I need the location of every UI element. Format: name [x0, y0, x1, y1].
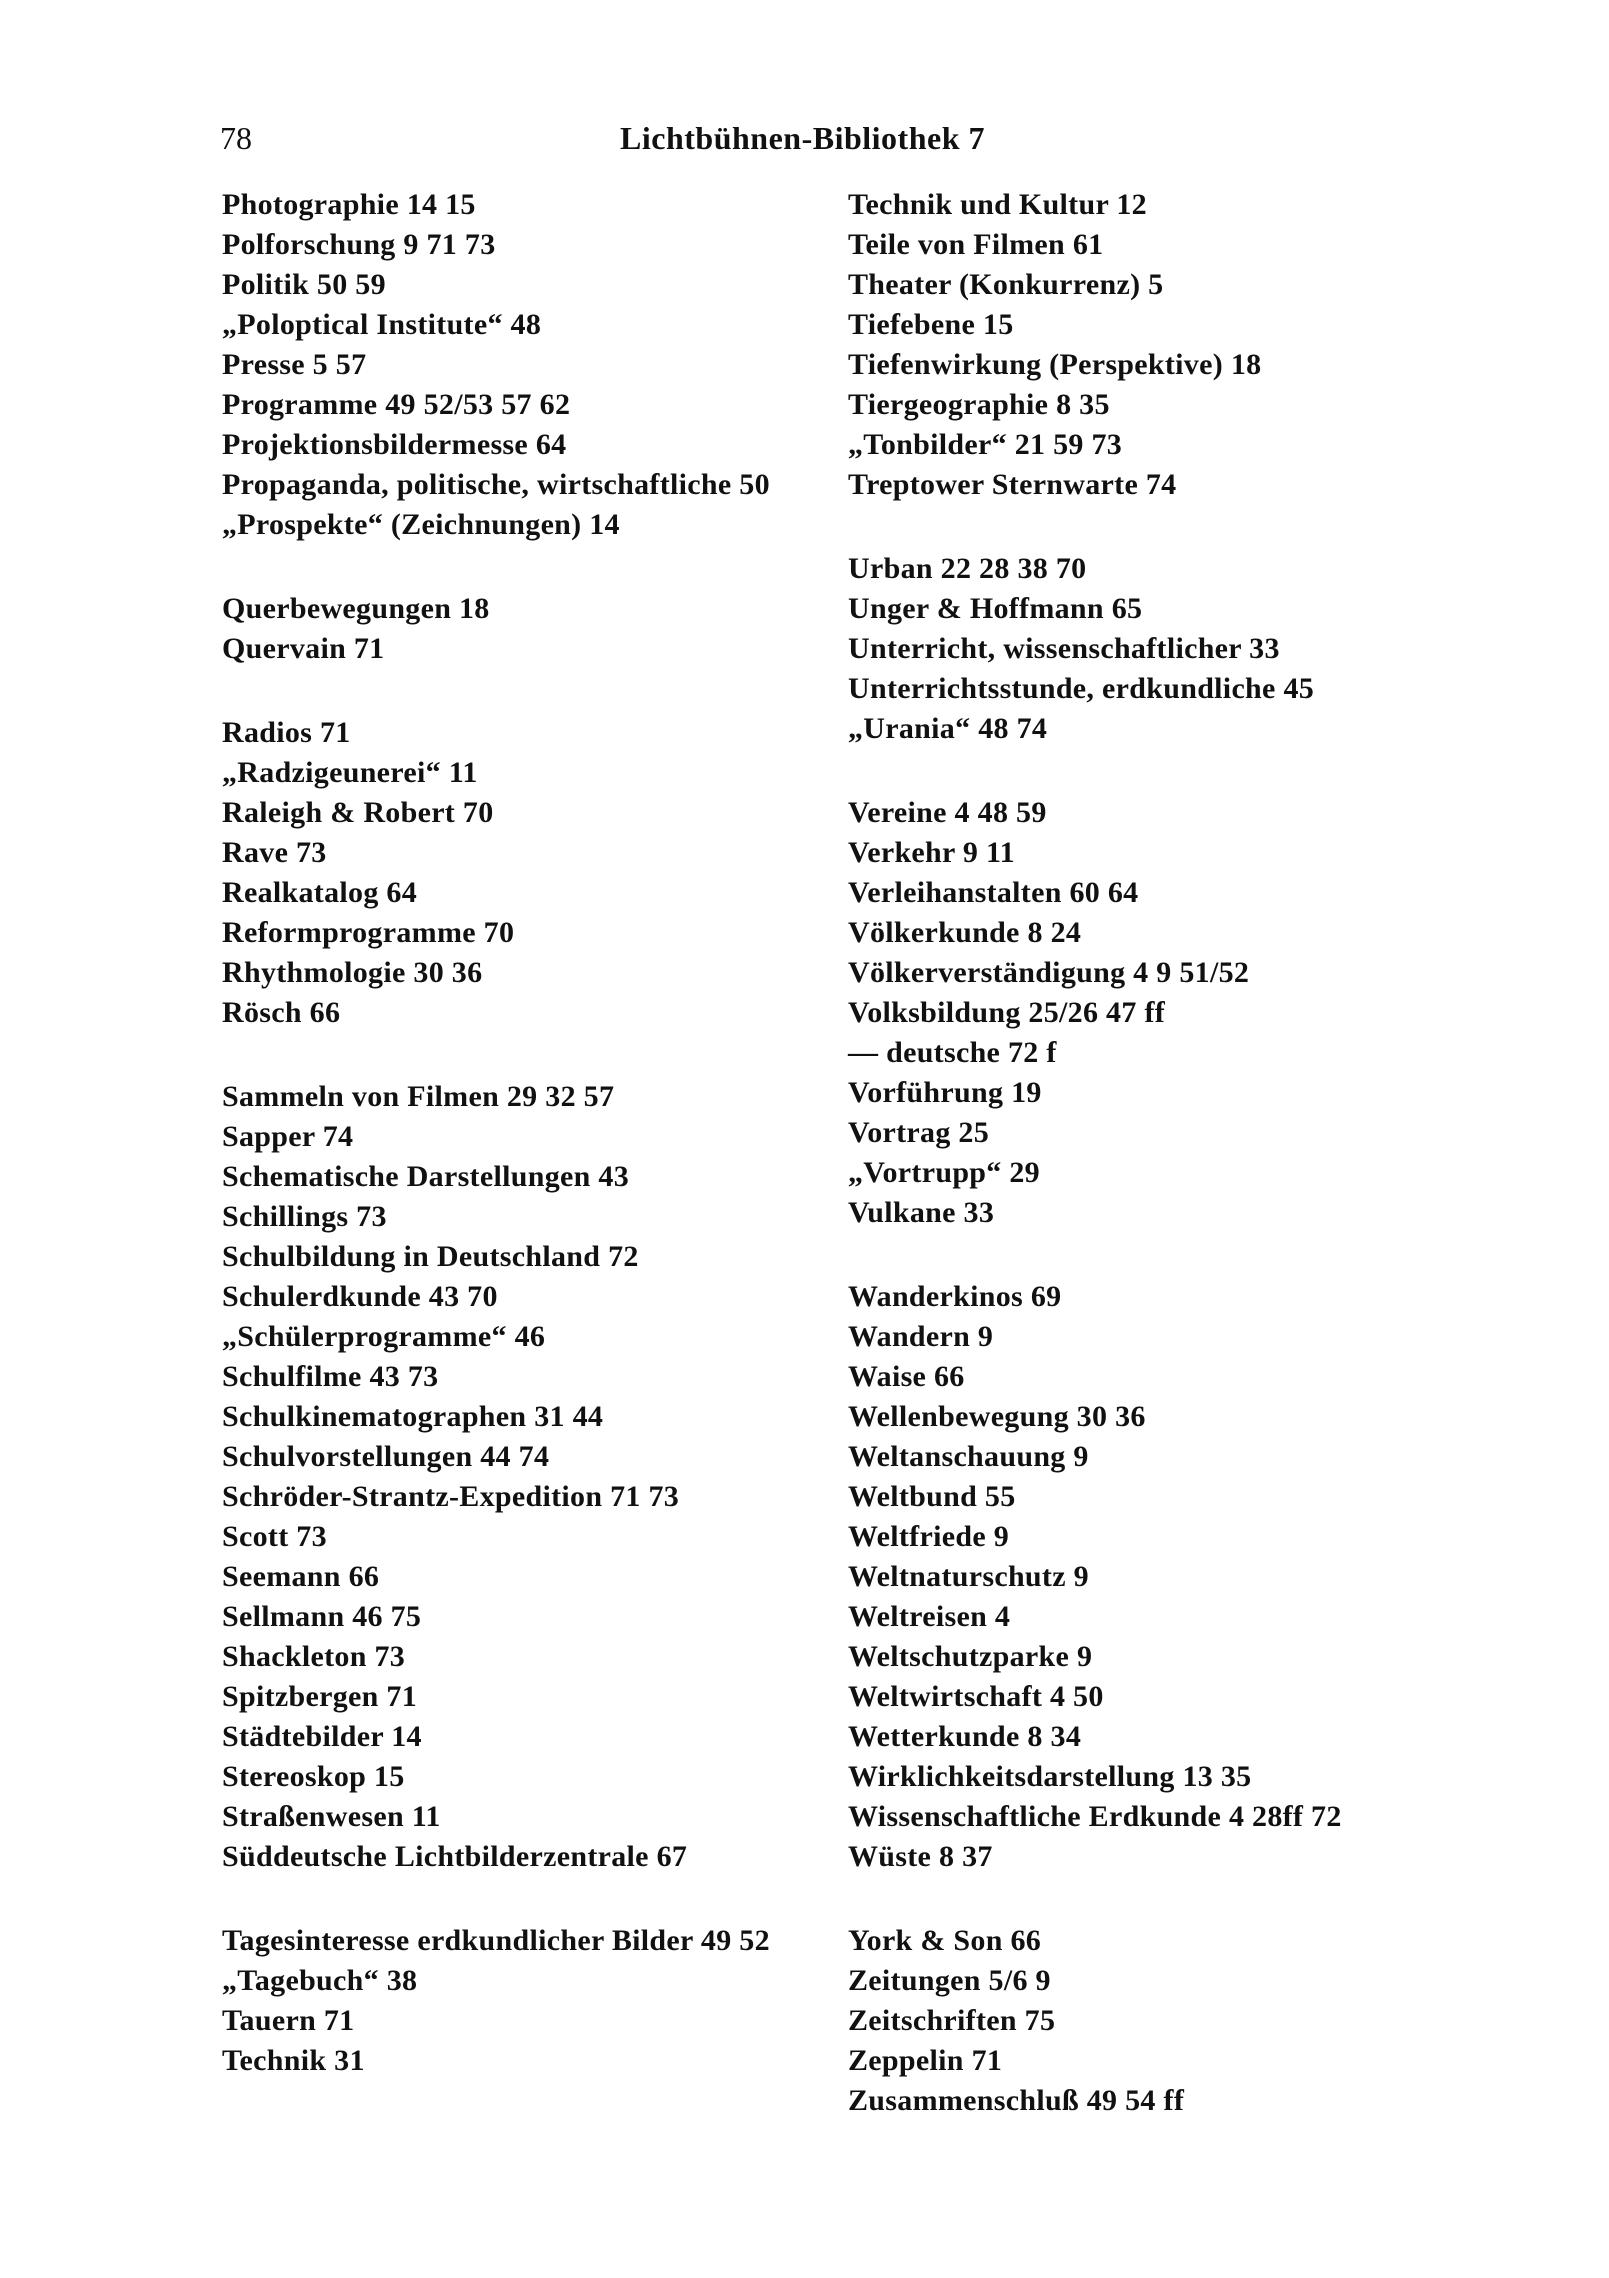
index-entry: Zusammenschluß 49 54 ff — [848, 2084, 1185, 2117]
index-entry: Völkerkunde 8 24 — [848, 916, 1082, 949]
index-entry: Presse 5 57 — [222, 348, 367, 381]
index-entry: Realkatalog 64 — [222, 876, 418, 909]
index-letter-group — [222, 1921, 842, 2081]
index-entry: Zeppelin 71 — [848, 2044, 1003, 2077]
index-entry: Theater (Konkurrenz) 5 — [848, 268, 1164, 301]
index-entry: Verkehr 9 11 — [848, 836, 1015, 869]
index-entry: Stereoskop 15 — [222, 1760, 405, 1793]
index-entry: Rösch 66 — [222, 996, 341, 1029]
index-entry: „Urania“ 48 74 — [848, 712, 1048, 745]
index-entry: Schillings 73 — [222, 1200, 387, 1233]
index-entry: Programme 49 52/53 57 62 — [222, 388, 571, 421]
index-entry: Weltreisen 4 — [848, 1600, 1011, 1633]
index-entry: Wandern 9 — [848, 1320, 994, 1353]
index-entry: Unterrichtsstunde, erdkundliche 45 — [848, 672, 1315, 705]
index-entry: Zeitschriften 75 — [848, 2004, 1056, 2037]
index-entry: Tiergeographie 8 35 — [848, 388, 1110, 421]
index-letter-group — [222, 713, 842, 1033]
index-entry: Wissenschaftliche Erdkunde 4 28ff 72 — [848, 1800, 1342, 1833]
index-entry: Photographie 14 15 — [222, 188, 476, 221]
index-entry: Weltanschauung 9 — [848, 1440, 1089, 1473]
index-letter-group — [222, 1077, 842, 1877]
index-entry: Technik und Kultur 12 — [848, 188, 1147, 221]
index-letter-group — [848, 1277, 1468, 1877]
index-letter-group — [848, 793, 1468, 1233]
index-entry: Wanderkinos 69 — [848, 1280, 1062, 1313]
index-entry: Urban 22 28 38 70 — [848, 552, 1087, 585]
index-entry: Weltschutzparke 9 — [848, 1640, 1093, 1673]
index-entry: Rhythmologie 30 36 — [222, 956, 483, 989]
index-entry: Vereine 4 48 59 — [848, 796, 1047, 829]
index-entry: Spitzbergen 71 — [222, 1680, 418, 1713]
index-entry: Verleihanstalten 60 64 — [848, 876, 1139, 909]
index-entry: Vulkane 33 — [848, 1196, 995, 1229]
index-entry: Projektionsbildermesse 64 — [222, 428, 567, 461]
index-entry: Süddeutsche Lichtbilderzentrale 67 — [222, 1840, 688, 1873]
index-entry: Schröder-Strantz-Expedition 71 73 — [222, 1480, 680, 1513]
index-entry: Schulfilme 43 73 — [222, 1360, 439, 1393]
index-entry: Schulvorstellungen 44 74 — [222, 1440, 550, 1473]
index-entry: Tiefenwirkung (Perspektive) 18 — [848, 348, 1262, 381]
index-entry: Schulkinematographen 31 44 — [222, 1400, 604, 1433]
index-entry: Schematische Darstellungen 43 — [222, 1160, 630, 1193]
index-entry: Vorführung 19 — [848, 1076, 1042, 1109]
index-entry: Rave 73 — [222, 836, 327, 869]
index-column-right — [848, 185, 1468, 2121]
index-entry: Tauern 71 — [222, 2004, 355, 2037]
index-entry: Unger & Hoffmann 65 — [848, 592, 1143, 625]
index-entry: Weltbund 55 — [848, 1480, 1016, 1513]
index-letter-group — [848, 549, 1468, 749]
index-entry: „Radzigeunerei“ 11 — [222, 756, 478, 789]
index-letter-group — [848, 185, 1468, 505]
index-entry: Treptower Sternwarte 74 — [848, 468, 1177, 501]
index-entry: Schulerdkunde 43 70 — [222, 1280, 498, 1313]
index-entry: Volksbildung 25/26 47 ff — [848, 996, 1166, 1029]
index-entry: Quervain 71 — [222, 632, 385, 665]
index-entry: Sellmann 46 75 — [222, 1600, 422, 1633]
index-entry: Städtebilder 14 — [222, 1720, 422, 1753]
index-entry: Weltfriede 9 — [848, 1520, 1010, 1553]
index-entry: Shackleton 73 — [222, 1640, 406, 1673]
index-column-left — [222, 185, 842, 2081]
index-entry: Politik 50 59 — [222, 268, 386, 301]
index-entry: „Poloptical Institute“ 48 — [222, 308, 542, 341]
index-entry: Sammeln von Filmen 29 32 57 — [222, 1080, 615, 1113]
index-entry: Radios 71 — [222, 716, 351, 749]
index-entry: Weltnaturschutz 9 — [848, 1560, 1089, 1593]
index-entry: Wüste 8 37 — [848, 1840, 993, 1873]
index-entry: Seemann 66 — [222, 1560, 380, 1593]
index-entry: Raleigh & Robert 70 — [222, 796, 494, 829]
index-entry: „Tonbilder“ 21 59 73 — [848, 428, 1123, 461]
index-entry: Polforschung 9 71 73 — [222, 228, 496, 261]
index-entry: Unterricht, wissenschaftlicher 33 — [848, 632, 1280, 665]
index-entry: Wellenbewegung 30 36 — [848, 1400, 1146, 1433]
index-entry: Reformprogramme 70 — [222, 916, 515, 949]
page-number: 78 — [220, 120, 252, 156]
index-entry: Vortrag 25 — [848, 1116, 990, 1149]
index-entry: Sapper 74 — [222, 1120, 354, 1153]
running-title: Lichtbühnen-Bibliothek 7 — [620, 120, 985, 156]
index-entry: Straßenwesen 11 — [222, 1800, 441, 1833]
index-letter-group — [222, 589, 842, 669]
index-entry: „Prospekte“ (Zeichnungen) 14 — [222, 508, 620, 541]
index-entry: Querbewegungen 18 — [222, 592, 490, 625]
index-entry: Tagesinteresse erdkundlicher Bilder 49 52 — [222, 1924, 770, 1957]
index-entry: — deutsche 72 f — [848, 1036, 1057, 1069]
index-entry: Wetterkunde 8 34 — [848, 1720, 1082, 1753]
index-letter-group — [848, 1921, 1468, 2121]
index-entry: „Schülerprogramme“ 46 — [222, 1320, 546, 1353]
index-entry: Schulbildung in Deutschland 72 — [222, 1240, 639, 1273]
index-entry: York & Son 66 — [848, 1924, 1042, 1957]
index-entry: „Vortrupp“ 29 — [848, 1156, 1040, 1189]
index-entry: Scott 73 — [222, 1520, 327, 1553]
index-entry: Tiefebene 15 — [848, 308, 1014, 341]
index-entry: Teile von Filmen 61 — [848, 228, 1104, 261]
index-entry: Wirklichkeitsdarstellung 13 35 — [848, 1760, 1252, 1793]
index-entry: Propaganda, politische, wirtschaftliche 50 — [222, 468, 770, 501]
index-entry: „Tagebuch“ 38 — [222, 1964, 418, 1997]
index-entry: Waise 66 — [848, 1360, 965, 1393]
index-entry: Technik 31 — [222, 2044, 365, 2077]
index-entry: Weltwirtschaft 4 50 — [848, 1680, 1104, 1713]
index-letter-group — [222, 185, 842, 545]
index-entry: Völkerverständigung 4 9 51/52 — [848, 956, 1250, 989]
index-entry: Zeitungen 5/6 9 — [848, 1964, 1051, 1997]
